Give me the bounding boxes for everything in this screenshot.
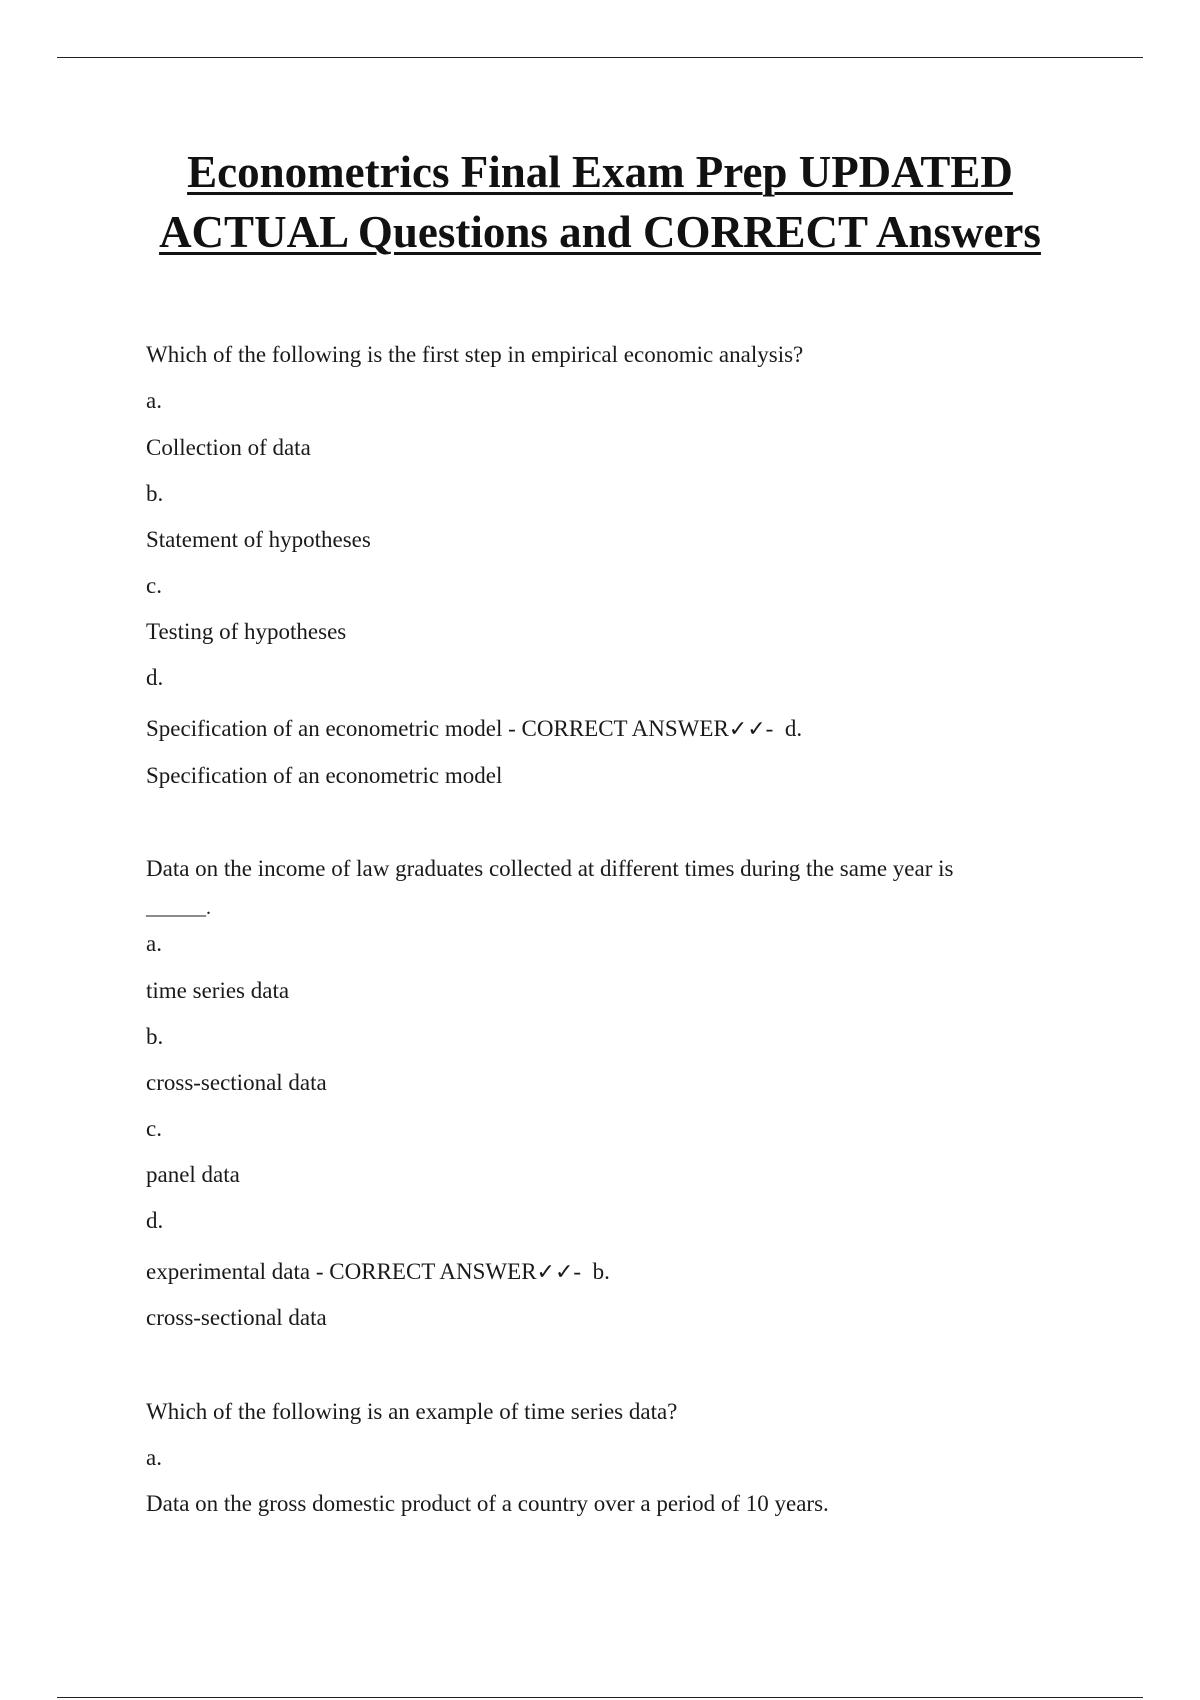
question-1-option-a-letter: a. — [146, 388, 162, 413]
answer-separator: - — [573, 1259, 593, 1284]
question-1-option-b-text: Statement of hypotheses — [146, 527, 371, 552]
question-1-option-a-text: Collection of data — [146, 435, 311, 460]
question-2-option-d-text: experimental data — [146, 1259, 311, 1284]
question-2-option-c-letter: c. — [146, 1116, 162, 1141]
question-3-text: Which of the following is an example of time series data? — [146, 1399, 678, 1424]
question-1-answer-text: Specification of an econometric model — [146, 763, 503, 788]
correct-answer-label: - CORRECT ANSWER — [310, 1259, 537, 1284]
question-1-option-c-text: Testing of hypotheses — [146, 619, 347, 644]
question-2-blank: ______. — [146, 897, 211, 919]
question-1-answer-letter: d. — [784, 716, 803, 741]
correct-answer-label: - CORRECT ANSWER — [502, 716, 729, 741]
question-1-text: Which of the following is the first step in empirical economic analysis? — [146, 342, 804, 367]
question-3-option-a-text: Data on the gross domestic product of a country over a period of 10 years. — [146, 1491, 829, 1516]
question-1-option-c-letter: c. — [146, 573, 162, 598]
question-2-option-a-letter: a. — [146, 931, 162, 956]
question-2-answer-text: cross-sectional data — [146, 1305, 327, 1330]
question-1-answer-line — [146, 715, 802, 744]
question-1-option-b-letter: b. — [146, 481, 164, 506]
top-rule — [57, 57, 1143, 58]
document-title: Econometrics Final Exam Prep UPDATED ACTUAL Questions and CORRECT Answers — [159, 147, 1041, 257]
question-1-option-d-letter: d. — [146, 665, 164, 690]
bottom-rule — [57, 1697, 1143, 1698]
check-marks-icon: ✓✓ — [536, 1260, 574, 1285]
check-marks-icon: ✓✓ — [728, 717, 766, 742]
question-2-option-a-text: time series data — [146, 978, 290, 1003]
question-3-option-a-letter: a. — [146, 1445, 162, 1470]
question-2-answer-line — [146, 1258, 610, 1287]
question-2-option-b-text: cross-sectional data — [146, 1070, 327, 1095]
question-2-answer-letter: b. — [592, 1259, 610, 1284]
question-1-option-d-text: Specification of an econometric model — [146, 716, 503, 741]
question-2-option-c-text: panel data — [146, 1162, 240, 1187]
answer-separator: - — [765, 716, 785, 741]
question-2-option-d-letter: d. — [146, 1208, 164, 1233]
question-2-option-b-letter: b. — [146, 1024, 164, 1049]
question-2-text: Data on the income of law graduates collected at different times during the same year is — [146, 856, 954, 881]
